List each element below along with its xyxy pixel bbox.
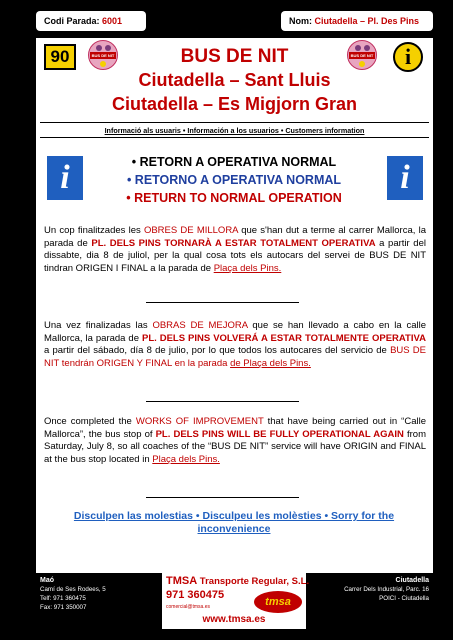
paragraph-catalan — [44, 225, 426, 275]
company-website[interactable]: www.tmsa.es — [202, 614, 266, 625]
text: que s'han dut a terme al carrer Mallorca, la parada de — [44, 225, 426, 249]
office-address: Camí de Ses Rodees, 5 — [40, 586, 106, 593]
text: from Saturday, July 8, so all coaches of the “BUS DE NIT” service will have ORIGIN and FINAL at the bus stop located in — [44, 428, 426, 465]
separator — [146, 302, 299, 303]
stop-code-badge — [36, 11, 146, 31]
text: a partir del dissabte, dia 8 de juliol, per la qual cosa tots els autocars del servei de BUS DE NIT tindran ORIGEN I FINAL a la parada de — [44, 237, 426, 274]
title-line-1: BUS DE NIT — [180, 46, 289, 67]
title-line-2: Ciutadella – Sant Lluis — [138, 70, 331, 90]
info-icon: i — [387, 156, 423, 200]
stop-name-label: Nom: — [289, 16, 312, 26]
office-address: Carrer Dels Industrial, Parc. 16 — [344, 586, 429, 593]
top-bar — [0, 0, 453, 38]
company-name-rest: Transporte Regular, S.L. — [197, 576, 310, 587]
logo-band-text: BUS DE NIT — [91, 53, 115, 58]
divider — [40, 122, 429, 123]
text: Plaça dels Pins. — [152, 453, 220, 465]
text: Plaça dels Pins. — [213, 262, 282, 274]
company-name — [166, 575, 309, 587]
info-subtitle: Informació als usuaris • Información a los usuarios • Customers information — [104, 126, 365, 135]
stop-code-label: Codi Parada: — [44, 16, 100, 26]
text: that have being carried out in “Calle Mallorca”, the bus stop of — [44, 416, 426, 440]
apology-message: Disculpen las molestias • Disculpeu les molèsties • Sorry for the inconvenience — [73, 510, 395, 535]
office-fax: Fax: 971 350007 — [40, 604, 87, 611]
company-name-short: TMSA — [166, 575, 198, 587]
text: a partir del sábado, día 8 de julio, por lo que todos los autocares del servicio de — [44, 345, 391, 357]
office-area: POICI - Ciutadella — [379, 595, 429, 602]
stop-name-badge — [281, 11, 433, 31]
text: Un cop finalitzades les — [44, 225, 144, 236]
notice-body — [36, 38, 433, 573]
text: PL. DELS PINS WILL BE FULLY OPERATIONAL AGAIN — [155, 428, 404, 440]
separator — [146, 401, 299, 402]
company-phone: 971 360475 — [166, 589, 225, 601]
heading-catalan: • RETORN A OPERATIVA NORMAL — [131, 155, 337, 169]
separator — [146, 497, 299, 498]
text: Una vez finalizadas las — [44, 320, 153, 331]
paragraph-english — [44, 416, 426, 466]
text: que se han llevado a cabo en la calle Mallorca, la parada de — [44, 320, 426, 344]
footer-ciutadella-office — [344, 576, 429, 603]
info-icon: i — [393, 42, 423, 72]
text: OBRES DE MILLORA — [143, 225, 238, 236]
info-icon: i — [47, 156, 83, 200]
footer-mao-office — [40, 576, 106, 612]
company-card — [162, 573, 310, 629]
text: Once completed the — [44, 416, 136, 427]
stop-name-value: Ciutadella – Pl. Des Pins — [314, 16, 420, 26]
footer — [36, 573, 433, 640]
logo-band-text: BUS DE NIT — [350, 53, 374, 58]
office-phone: Telf: 971 360475 — [40, 595, 86, 602]
heading-english: • RETURN TO NORMAL OPERATION — [126, 191, 342, 205]
heading-spanish: • RETORNO A OPERATIVA NORMAL — [126, 173, 342, 187]
text: PL. DELS PINS TORNARÀ A ESTAR TOTALMENT OPERATIVA — [91, 237, 376, 249]
company-email: comercial@tmsa.es — [166, 604, 210, 610]
paragraph-spanish — [44, 320, 426, 370]
text: WORKS OF IMPROVEMENT — [135, 416, 264, 427]
title-line-3: Ciutadella – Es Migjorn Gran — [111, 94, 358, 114]
text: BUS DE NIT tendrán ORIGEN Y FINAL en la parada — [44, 345, 427, 369]
divider — [40, 137, 429, 138]
office-city: Maó — [40, 577, 54, 584]
text: de Plaça dels Pins. — [230, 357, 311, 369]
tmsa-logo-icon: tmsa — [254, 591, 302, 613]
office-city: Ciutadella — [395, 577, 429, 584]
text: OBRAS DE MEJORA — [152, 320, 248, 331]
text: PL. DELS PINS VOLVERÁ A ESTAR TOTALMENTE OPERATIVA — [141, 332, 426, 344]
route-number-badge: 90 — [44, 44, 76, 70]
stop-code-value: 6001 — [102, 16, 123, 26]
